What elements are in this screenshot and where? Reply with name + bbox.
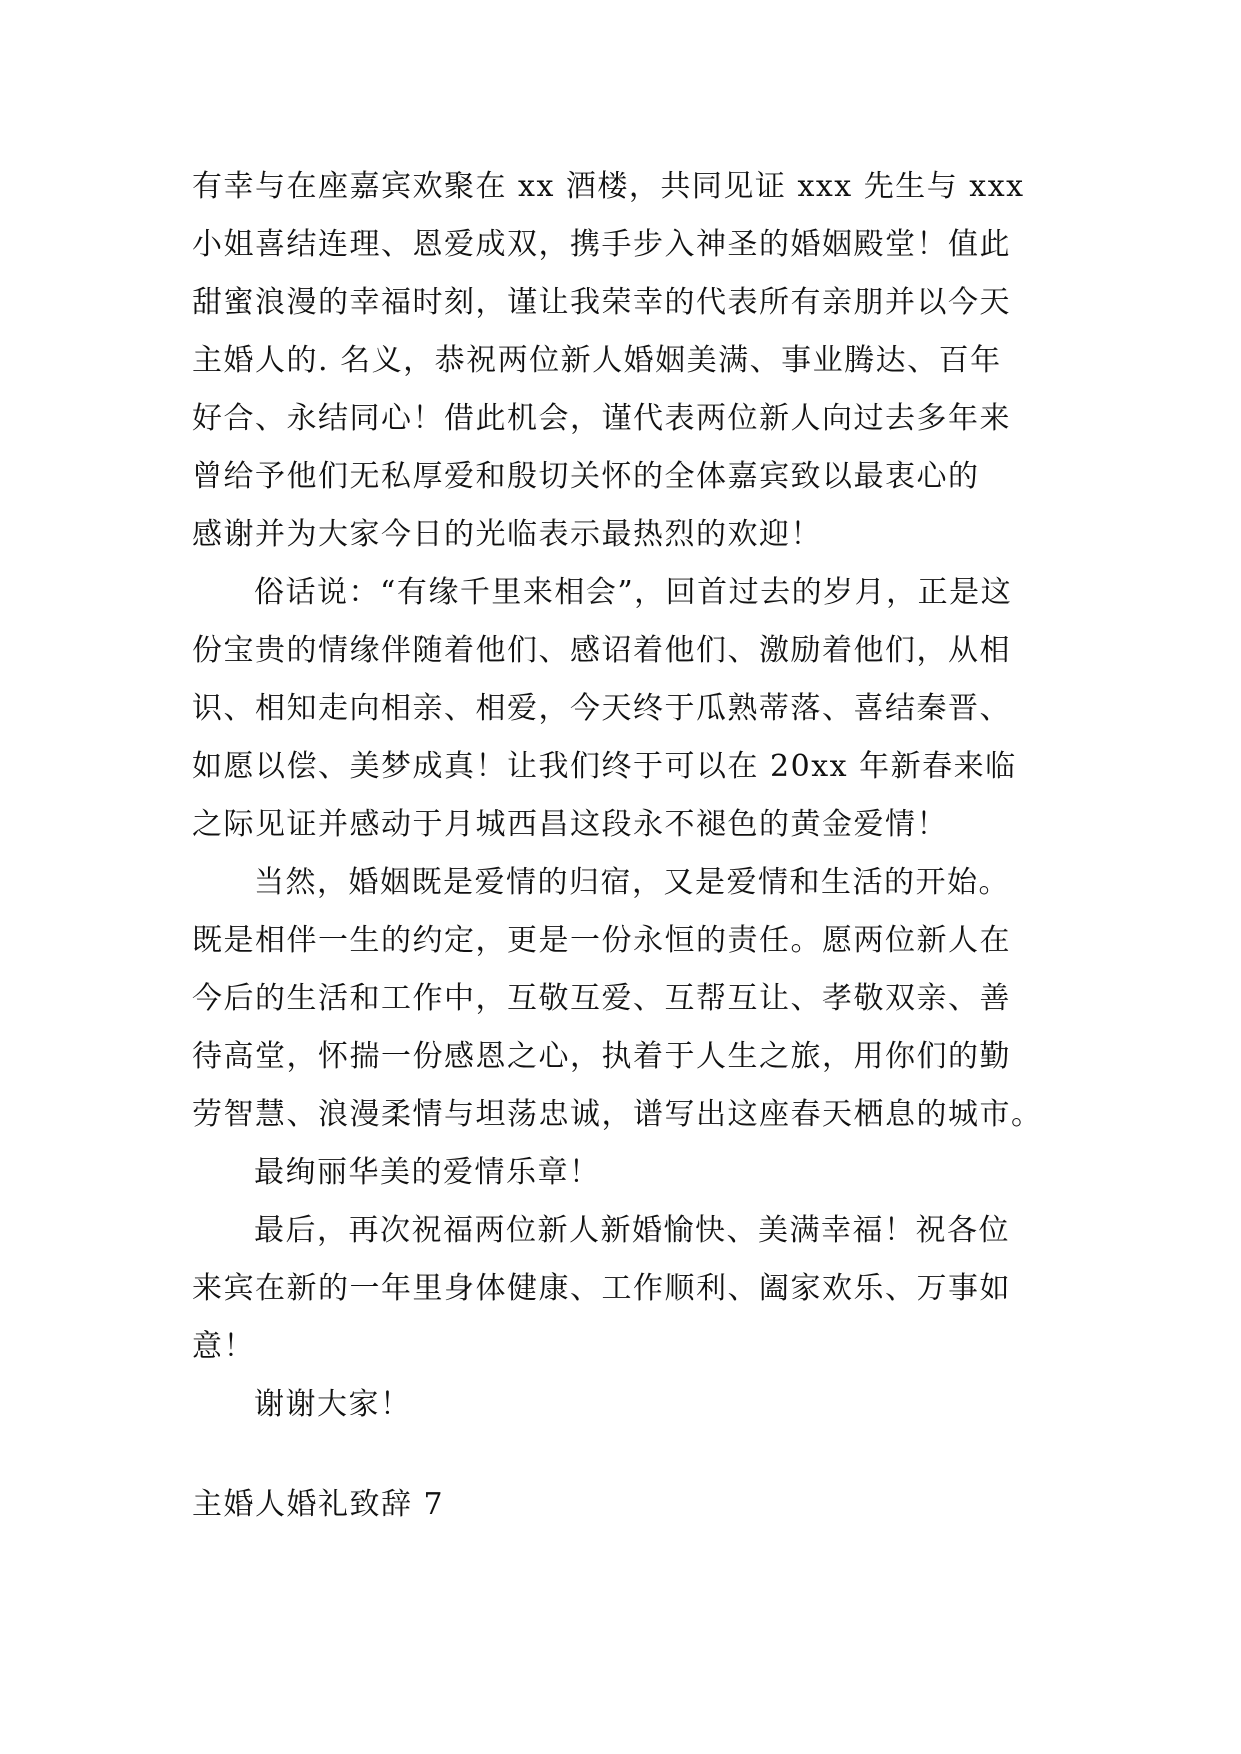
text-line: 感谢并为大家今日的光临表示最热烈的欢迎！ xyxy=(192,517,822,552)
text-line: 主婚人的. 名义，恭祝两位新人婚姻美满、事业腾达、百年 xyxy=(192,343,1002,378)
paragraph-start-line: 当然，婚姻既是爱情的归宿，又是爱情和生活的开始。 xyxy=(254,865,1010,900)
text-line: 如愿以偿、美梦成真！让我们终于可以在 20xx 年新春来临 xyxy=(192,749,1017,784)
text-line: 小姐喜结连理、恩爱成双，携手步入神圣的婚姻殿堂！值此 xyxy=(192,227,1011,262)
paragraph-start-line: 俗话说：“有缘千里来相会”，回首过去的岁月，正是这 xyxy=(254,575,1013,610)
text-line: 劳智慧、浪漫柔情与坦荡忠诚，谱写出这座春天栖息的城市。 xyxy=(192,1097,1043,1132)
text-line: 好合、永结同心！借此机会，谨代表两位新人向过去多年来 xyxy=(192,401,1011,436)
text-line: 份宝贵的情缘伴随着他们、感诏着他们、激励着他们，从相 xyxy=(192,633,1011,668)
text-line: 意！ xyxy=(192,1329,255,1364)
text-line: 之际见证并感动于月城西昌这段永不褪色的黄金爱情！ xyxy=(192,807,948,842)
text-line: 既是相伴一生的约定，更是一份永恒的责任。愿两位新人在 xyxy=(192,923,1011,958)
paragraph-start-line: 最绚丽华美的爱情乐章！ xyxy=(254,1155,601,1190)
document-body xyxy=(192,158,1062,1434)
paragraph-start-line: 最后，再次祝福两位新人新婚愉快、美满幸福！祝各位 xyxy=(254,1213,1010,1248)
text-line: 识、相知走向相亲、相爱，今天终于瓜熟蒂落、喜结秦晋、 xyxy=(192,691,1011,726)
section-heading: 主婚人婚礼致辞 7 xyxy=(192,1487,445,1522)
text-line: 曾给予他们无私厚爱和殷切关怀的全体嘉宾致以最衷心的 xyxy=(192,459,980,494)
text-line: 有幸与在座嘉宾欢聚在 xx 酒楼，共同见证 xxx 先生与 xxx xyxy=(192,169,1025,204)
paragraph-start-line: 谢谢大家！ xyxy=(254,1387,412,1422)
text-line: 甜蜜浪漫的幸福时刻，谨让我荣幸的代表所有亲朋并以今天 xyxy=(192,285,1011,320)
text-line: 今后的生活和工作中，互敬互爱、互帮互让、孝敬双亲、善 xyxy=(192,981,1011,1016)
text-line: 待高堂，怀揣一份感恩之心，执着于人生之旅，用你们的勤 xyxy=(192,1039,1011,1074)
text-line: 来宾在新的一年里身体健康、工作顺利、阖家欢乐、万事如 xyxy=(192,1271,1011,1306)
